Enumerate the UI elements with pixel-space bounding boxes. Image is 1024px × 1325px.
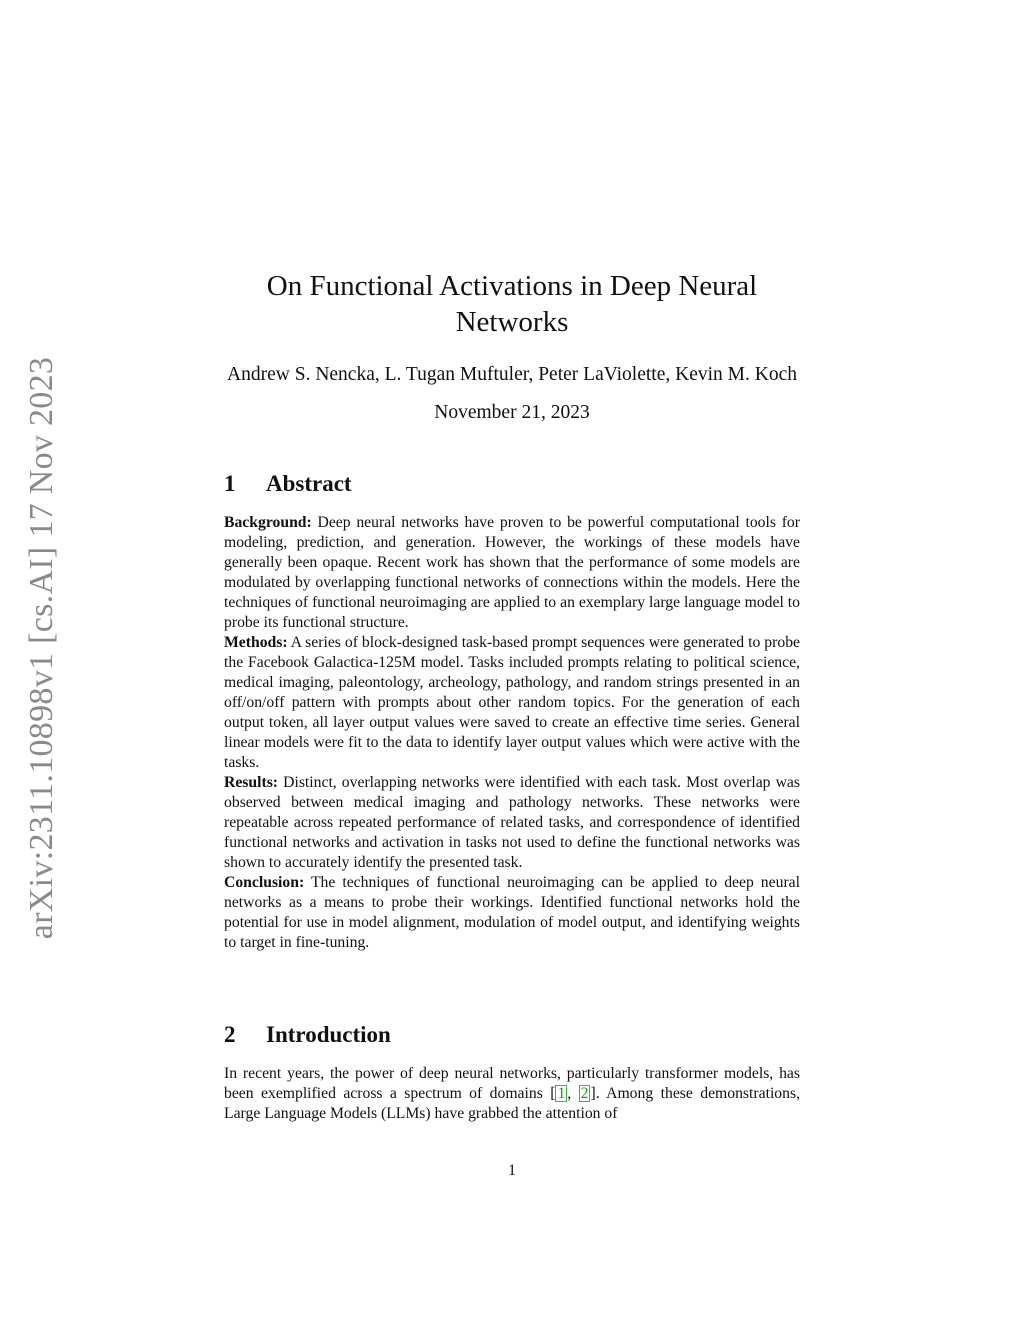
abstract-heading <box>224 470 352 498</box>
introduction-paragraph <box>224 1064 800 1124</box>
conclusion-label: Conclusion: <box>224 874 305 891</box>
arxiv-identifier-stamp <box>20 358 64 938</box>
introduction-section-title: Introduction <box>266 1022 391 1047</box>
cite-close-bracket: ] <box>590 1085 596 1102</box>
author-list: Andrew S. Nencka, L. Tugan Muftuler, Peter LaViolette, Kevin M. Koch <box>227 364 797 385</box>
results-text: Distinct, overlapping networks were identified with each task. Most overlap was observed between medical imaging and pathology networks. These networks were repeatable across repeated performance of related tasks, and correspondence of identified functional networks and activation in tasks not used to define the functional networks was shown to accurately identify the presented task. <box>224 774 800 871</box>
conclusion-text: The techniques of functional neuroimaging can be applied to deep neural networks as a means to probe their workings. Identified functional networks hold the potential for use in model alignment, modulation of model output, and identifying weights to target in fine-tuning. <box>224 874 801 951</box>
abstract-body <box>224 513 800 953</box>
citation-link-2[interactable]: 2 <box>580 1085 589 1102</box>
introduction-body <box>224 1064 800 1124</box>
introduction-heading <box>224 1021 391 1049</box>
cite-separator: , <box>567 1085 579 1102</box>
publication-date: November 21, 2023 <box>434 402 590 423</box>
abstract-results-paragraph <box>224 773 800 873</box>
results-label: Results: <box>224 774 279 791</box>
methods-text: A series of block-designed task-based prompt sequences were generated to probe the Facebook Galactica-125M model. Tasks included prompts relating to political science, medical imaging, paleontology, archeology, pathology, and random strings presented in an off/on/off pattern with prompts about other random topics. For the generation of each output token, all layer output values were saved to create an effective time series. General linear models were fit to the data to identify layer output values which were active with the tasks. <box>224 634 800 771</box>
arxiv-identifier-text: arXiv:2311.10898v1 [cs.AI] 17 Nov 2023 <box>23 356 60 940</box>
cite-open-bracket: [ <box>550 1085 556 1102</box>
abstract-background-paragraph <box>224 513 800 633</box>
introduction-section-number: 2 <box>224 1022 236 1047</box>
abstract-section-number: 1 <box>224 471 236 496</box>
paper-title: On Functional Activations in Deep Neural Networks <box>266 270 758 338</box>
background-text: Deep neural networks have proven to be powerful computational tools for modeling, prediction, and generation. However, the workings of these models have generally been opaque. Recent work has shown that the performance of some models are modulated by overlapping functional networks of connections within the models. Here the techniques of functional neuroimaging are applied to an exemplary large language model to probe its functional structure. <box>224 514 800 631</box>
abstract-conclusion-paragraph <box>224 873 800 953</box>
background-label: Background: <box>224 514 312 531</box>
abstract-methods-paragraph <box>224 633 800 773</box>
citation-link-1[interactable]: 1 <box>557 1085 566 1102</box>
introduction-text-start: In recent years, the power of deep neural networks, particularly transformer models, has been exemplified across a spectrum of domains <box>224 1065 800 1102</box>
introduction-text-end: . Among these demonstrations, Large Language Models (LLMs) have grabbed the attention of <box>224 1085 801 1122</box>
methods-label: Methods: <box>224 634 288 651</box>
abstract-section-title: Abstract <box>266 471 352 496</box>
page-number: 1 <box>508 1162 516 1179</box>
